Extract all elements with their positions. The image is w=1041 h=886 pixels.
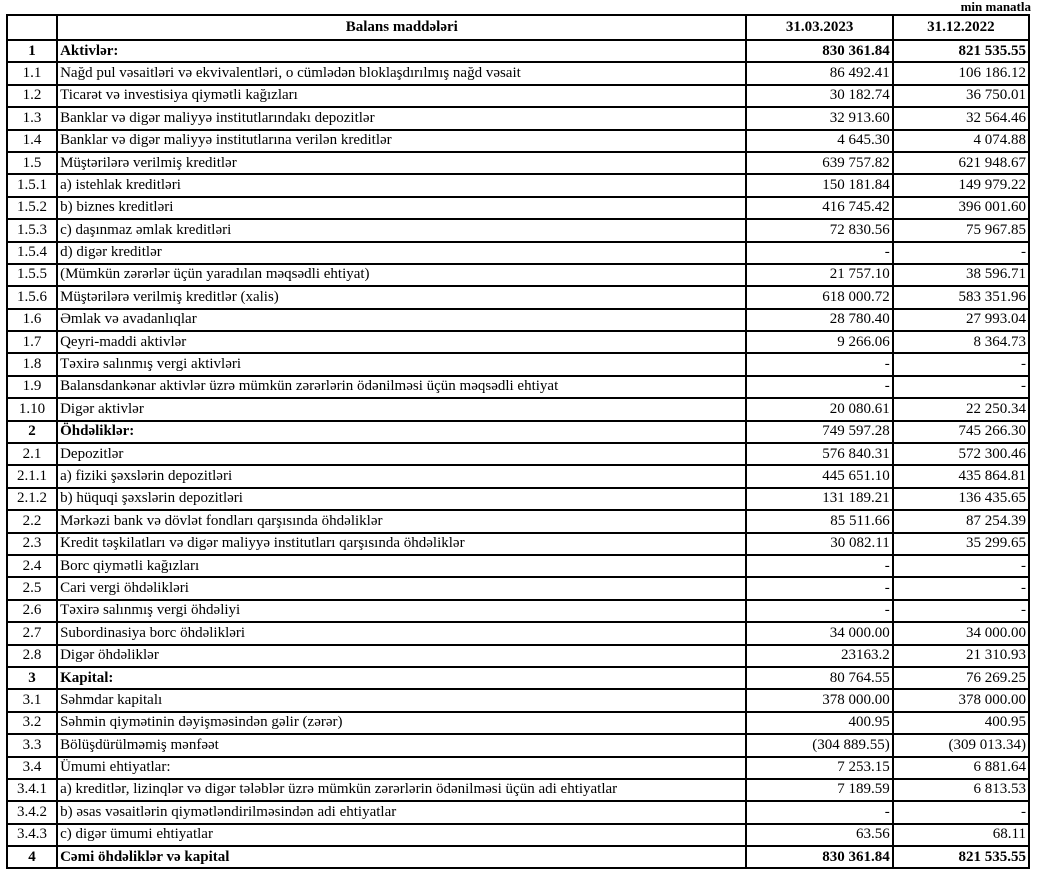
row-value-2022-cell: 106 186.12 — [893, 62, 1029, 84]
row-value-2023-cell: 378 000.00 — [746, 689, 892, 711]
row-value-2022-cell: 36 750.01 — [893, 85, 1029, 107]
row-num-cell: 2.1 — [7, 443, 57, 465]
row-value-2022-cell: 621 948.67 — [893, 152, 1029, 174]
row-value-2023-cell: 830 361.84 — [746, 846, 892, 868]
row-name-cell: c) daşınmaz əmlak kreditləri — [57, 219, 746, 241]
row-name-cell: Banklar və digər maliyyə institutlarındakı depozitlər — [57, 107, 746, 129]
row-name-cell: Digər öhdəliklər — [57, 645, 746, 667]
row-num-cell: 1.5.4 — [7, 242, 57, 264]
row-value-2023-cell: 85 511.66 — [746, 510, 892, 532]
row-num-cell: 2 — [7, 421, 57, 443]
row-name-cell: Kapital: — [57, 667, 746, 689]
table-row — [7, 510, 1029, 532]
row-num-cell: 3.2 — [7, 712, 57, 734]
table-row — [7, 40, 1029, 62]
row-num-cell: 2.6 — [7, 600, 57, 622]
row-num-cell: 2.2 — [7, 510, 57, 532]
row-value-2022-cell: 821 535.55 — [893, 40, 1029, 62]
row-num-cell: 3.4.2 — [7, 801, 57, 823]
row-value-2023-cell: 72 830.56 — [746, 219, 892, 241]
row-value-2023-cell: 34 000.00 — [746, 622, 892, 644]
row-value-2023-cell: 30 182.74 — [746, 85, 892, 107]
row-value-2023-cell: 830 361.84 — [746, 40, 892, 62]
table-row — [7, 353, 1029, 375]
table-row — [7, 577, 1029, 599]
row-num-cell: 3 — [7, 667, 57, 689]
row-num-cell: 1.5 — [7, 152, 57, 174]
row-name-cell: Ümumi ehtiyatlar: — [57, 757, 746, 779]
row-value-2022-cell: 34 000.00 — [893, 622, 1029, 644]
row-num-cell: 3.4 — [7, 757, 57, 779]
row-num-cell: 3.1 — [7, 689, 57, 711]
row-num-cell: 1.9 — [7, 376, 57, 398]
row-name-cell: a) kreditlər, lizinqlər və digər tələblər üzrə mümkün zərərlərin ödənilməsi üçün adi ehtiyatlar — [57, 779, 746, 801]
row-value-2022-cell: 572 300.46 — [893, 443, 1029, 465]
row-name-cell: Kredit təşkilatları və digər maliyyə institutları qarşısında öhdəliklər — [57, 533, 746, 555]
row-value-2023-cell: 9 266.06 — [746, 331, 892, 353]
row-value-2023-cell: 20 080.61 — [746, 398, 892, 420]
row-name-cell: Səhmdar kapitalı — [57, 689, 746, 711]
row-value-2023-cell: - — [746, 600, 892, 622]
table-row — [7, 376, 1029, 398]
table-row — [7, 734, 1029, 756]
table-row — [7, 465, 1029, 487]
row-num-cell: 2.8 — [7, 645, 57, 667]
row-name-cell: Öhdəliklər: — [57, 421, 746, 443]
row-value-2022-cell: 35 299.65 — [893, 533, 1029, 555]
row-name-cell: Depozitlər — [57, 443, 746, 465]
row-num-cell: 1.5.5 — [7, 264, 57, 286]
row-name-cell: Cari vergi öhdəlikləri — [57, 577, 746, 599]
header-num-cell — [7, 15, 57, 40]
balance-table-header — [7, 15, 1029, 40]
table-row — [7, 219, 1029, 241]
row-name-cell: (Mümkün zərərlər üçün yaradılan məqsədli ehtiyat) — [57, 264, 746, 286]
table-row — [7, 667, 1029, 689]
table-row — [7, 712, 1029, 734]
row-value-2022-cell: 21 310.93 — [893, 645, 1029, 667]
table-row — [7, 242, 1029, 264]
row-value-2022-cell: - — [893, 242, 1029, 264]
row-value-2022-cell: 32 564.46 — [893, 107, 1029, 129]
row-value-2023-cell: - — [746, 376, 892, 398]
table-row — [7, 622, 1029, 644]
row-value-2023-cell: 30 082.11 — [746, 533, 892, 555]
row-value-2023-cell: 23163.2 — [746, 645, 892, 667]
row-name-cell: Müştərilərə verilmiş kreditlər — [57, 152, 746, 174]
row-value-2023-cell: 400.95 — [746, 712, 892, 734]
table-row — [7, 801, 1029, 823]
row-name-cell: Subordinasiya borc öhdəlikləri — [57, 622, 746, 644]
table-row — [7, 846, 1029, 868]
row-value-2023-cell: - — [746, 353, 892, 375]
row-name-cell: Digər aktivlər — [57, 398, 746, 420]
table-row — [7, 152, 1029, 174]
row-name-cell: Banklar və digər maliyyə institutlarına verilən kreditlər — [57, 130, 746, 152]
table-row — [7, 600, 1029, 622]
row-value-2022-cell: 745 266.30 — [893, 421, 1029, 443]
row-name-cell: Təxirə salınmış vergi öhdəliyi — [57, 600, 746, 622]
row-value-2023-cell: 32 913.60 — [746, 107, 892, 129]
row-name-cell: Ticarət və investisiya qiymətli kağızları — [57, 85, 746, 107]
row-num-cell: 3.4.1 — [7, 779, 57, 801]
row-num-cell: 1.8 — [7, 353, 57, 375]
table-row — [7, 286, 1029, 308]
row-value-2023-cell: 86 492.41 — [746, 62, 892, 84]
row-value-2023-cell: 445 651.10 — [746, 465, 892, 487]
row-num-cell: 2.7 — [7, 622, 57, 644]
row-value-2023-cell: 639 757.82 — [746, 152, 892, 174]
row-value-2022-cell: 6 813.53 — [893, 779, 1029, 801]
row-value-2023-cell: 63.56 — [746, 824, 892, 846]
table-row — [7, 757, 1029, 779]
row-num-cell: 2.5 — [7, 577, 57, 599]
header-name-cell: Balans maddələri — [57, 15, 746, 40]
table-row — [7, 85, 1029, 107]
row-value-2023-cell: 416 745.42 — [746, 197, 892, 219]
row-value-2022-cell: - — [893, 801, 1029, 823]
row-num-cell: 1.1 — [7, 62, 57, 84]
table-row — [7, 331, 1029, 353]
row-name-cell: Səhmin qiymətinin dəyişməsindən gəlir (zərər) — [57, 712, 746, 734]
row-name-cell: a) fiziki şəxslərin depozitləri — [57, 465, 746, 487]
row-value-2022-cell: 4 074.88 — [893, 130, 1029, 152]
table-row — [7, 443, 1029, 465]
row-value-2022-cell: 378 000.00 — [893, 689, 1029, 711]
row-value-2023-cell: 131 189.21 — [746, 488, 892, 510]
row-num-cell: 1.5.6 — [7, 286, 57, 308]
row-value-2022-cell: 400.95 — [893, 712, 1029, 734]
table-row — [7, 533, 1029, 555]
row-name-cell: Borc qiymətli kağızları — [57, 555, 746, 577]
header-date-2023-cell: 31.03.2023 — [746, 15, 892, 40]
row-value-2022-cell: 22 250.34 — [893, 398, 1029, 420]
table-row — [7, 689, 1029, 711]
row-value-2022-cell: - — [893, 577, 1029, 599]
table-row — [7, 824, 1029, 846]
row-value-2022-cell: 435 864.81 — [893, 465, 1029, 487]
row-name-cell: a) istehlak kreditləri — [57, 174, 746, 196]
row-num-cell: 1.10 — [7, 398, 57, 420]
row-value-2022-cell: 396 001.60 — [893, 197, 1029, 219]
table-row — [7, 555, 1029, 577]
row-name-cell: Aktivlər: — [57, 40, 746, 62]
table-row — [7, 779, 1029, 801]
row-value-2023-cell: 7 253.15 — [746, 757, 892, 779]
row-name-cell: Cəmi öhdəliklər və kapital — [57, 846, 746, 868]
row-name-cell: b) əsas vəsaitlərin qiymətləndirilməsindən adi ehtiyatlar — [57, 801, 746, 823]
row-num-cell: 1.5.2 — [7, 197, 57, 219]
row-name-cell: Nağd pul vəsaitləri və ekvivalentləri, o cümlədən bloklaşdırılmış nağd vəsait — [57, 62, 746, 84]
header-date-2022-cell: 31.12.2022 — [893, 15, 1029, 40]
row-value-2022-cell: - — [893, 376, 1029, 398]
table-row — [7, 309, 1029, 331]
row-value-2022-cell: 136 435.65 — [893, 488, 1029, 510]
row-num-cell: 1.4 — [7, 130, 57, 152]
row-num-cell: 2.3 — [7, 533, 57, 555]
row-name-cell: Müştərilərə verilmiş kreditlər (xalis) — [57, 286, 746, 308]
row-num-cell: 2.4 — [7, 555, 57, 577]
balance-table — [6, 14, 1030, 869]
row-name-cell: Əmlak və avadanlıqlar — [57, 309, 746, 331]
row-value-2022-cell: (309 013.34) — [893, 734, 1029, 756]
table-row — [7, 107, 1029, 129]
table-row — [7, 62, 1029, 84]
row-name-cell: Təxirə salınmış vergi aktivləri — [57, 353, 746, 375]
table-row — [7, 398, 1029, 420]
row-value-2022-cell: 68.11 — [893, 824, 1029, 846]
row-value-2023-cell: 150 181.84 — [746, 174, 892, 196]
row-num-cell: 2.1.2 — [7, 488, 57, 510]
row-value-2023-cell: 21 757.10 — [746, 264, 892, 286]
row-value-2023-cell: (304 889.55) — [746, 734, 892, 756]
table-row — [7, 421, 1029, 443]
row-num-cell: 1.5.1 — [7, 174, 57, 196]
row-num-cell: 2.1.1 — [7, 465, 57, 487]
unit-note: min manatla — [960, 0, 1031, 14]
row-name-cell: b) biznes kreditləri — [57, 197, 746, 219]
row-value-2023-cell: 28 780.40 — [746, 309, 892, 331]
row-value-2022-cell: 76 269.25 — [893, 667, 1029, 689]
row-name-cell: Mərkəzi bank və dövlət fondları qarşısında öhdəliklər — [57, 510, 746, 532]
table-row — [7, 197, 1029, 219]
balance-table-body — [7, 40, 1029, 868]
row-name-cell: Bölüşdürülməmiş mənfəət — [57, 734, 746, 756]
row-value-2022-cell: 583 351.96 — [893, 286, 1029, 308]
row-value-2022-cell: 27 993.04 — [893, 309, 1029, 331]
row-value-2023-cell: - — [746, 555, 892, 577]
row-value-2023-cell: 80 764.55 — [746, 667, 892, 689]
table-row — [7, 174, 1029, 196]
row-value-2023-cell: - — [746, 577, 892, 599]
row-name-cell: d) digər kreditlər — [57, 242, 746, 264]
row-value-2022-cell: 87 254.39 — [893, 510, 1029, 532]
row-value-2023-cell: 576 840.31 — [746, 443, 892, 465]
row-value-2023-cell: - — [746, 242, 892, 264]
row-name-cell: Balansdankənar aktivlər üzrə mümkün zərərlərin ödənilməsi üçün məqsədli ehtiyat — [57, 376, 746, 398]
row-name-cell: c) digər ümumi ehtiyatlar — [57, 824, 746, 846]
row-value-2023-cell: 749 597.28 — [746, 421, 892, 443]
row-num-cell: 3.4.3 — [7, 824, 57, 846]
row-value-2022-cell: 38 596.71 — [893, 264, 1029, 286]
row-num-cell: 4 — [7, 846, 57, 868]
table-row — [7, 264, 1029, 286]
row-value-2022-cell: 75 967.85 — [893, 219, 1029, 241]
row-num-cell: 1.5.3 — [7, 219, 57, 241]
table-row — [7, 488, 1029, 510]
row-name-cell: Qeyri-maddi aktivlər — [57, 331, 746, 353]
row-num-cell: 1.6 — [7, 309, 57, 331]
row-value-2023-cell: 4 645.30 — [746, 130, 892, 152]
row-value-2022-cell: 6 881.64 — [893, 757, 1029, 779]
row-num-cell: 1.2 — [7, 85, 57, 107]
row-num-cell: 1 — [7, 40, 57, 62]
row-num-cell: 1.3 — [7, 107, 57, 129]
row-value-2023-cell: 618 000.72 — [746, 286, 892, 308]
row-name-cell: b) hüquqi şəxslərin depozitləri — [57, 488, 746, 510]
row-value-2022-cell: 149 979.22 — [893, 174, 1029, 196]
table-row — [7, 130, 1029, 152]
table-row — [7, 645, 1029, 667]
row-num-cell: 3.3 — [7, 734, 57, 756]
row-value-2022-cell: - — [893, 555, 1029, 577]
row-value-2023-cell: - — [746, 801, 892, 823]
row-value-2023-cell: 7 189.59 — [746, 779, 892, 801]
row-value-2022-cell: - — [893, 353, 1029, 375]
row-value-2022-cell: - — [893, 600, 1029, 622]
row-value-2022-cell: 821 535.55 — [893, 846, 1029, 868]
header-row — [7, 15, 1029, 40]
row-num-cell: 1.7 — [7, 331, 57, 353]
row-value-2022-cell: 8 364.73 — [893, 331, 1029, 353]
